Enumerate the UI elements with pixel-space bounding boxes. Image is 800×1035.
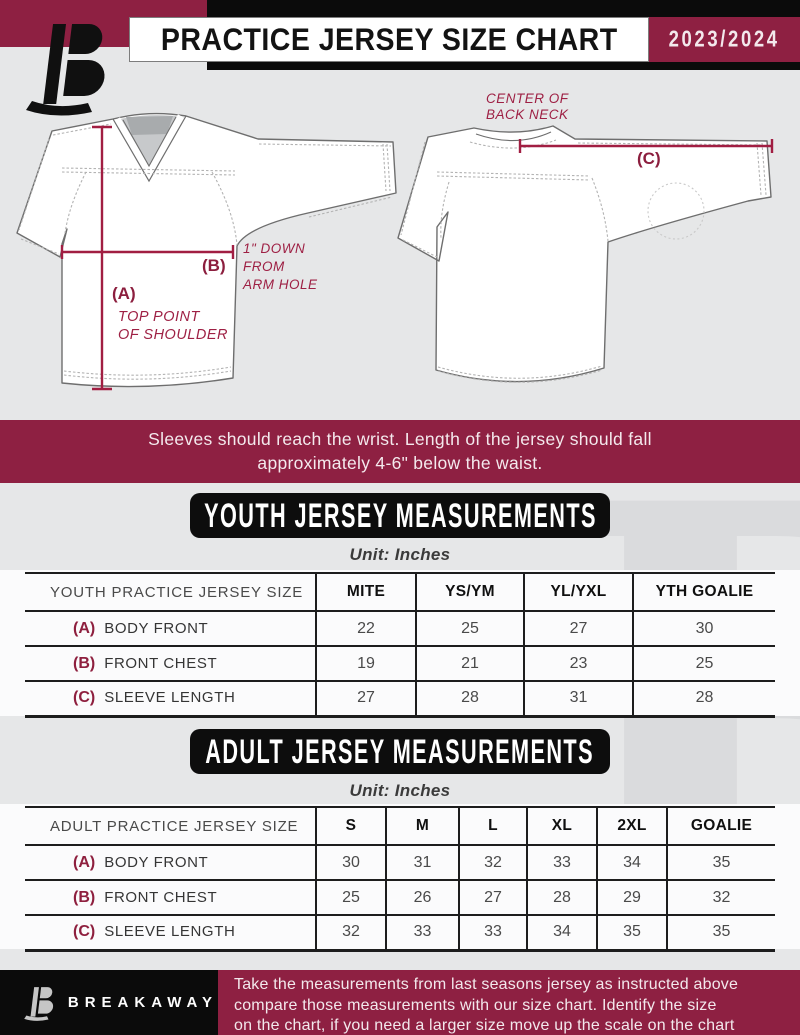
row-name: BODY FRONT [104,853,209,871]
front-jersey-drawing [17,114,396,389]
cell-value: 33 [527,845,597,880]
row-label [25,880,316,915]
row-name: FRONT CHEST [104,654,218,672]
breakaway-logo-icon [20,16,112,118]
youth-col-goalie: YTH GOALIE [633,573,775,611]
cell-value: 19 [316,646,416,681]
adult-col-m: M [386,807,459,845]
front-b-caption-1: 1" DOWN [243,241,306,256]
cell-value: 27 [459,880,527,915]
row-label [25,845,316,880]
youth-col-mite: MITE [316,573,416,611]
footer-gap-strip [0,949,800,970]
youth-row-front-chest [25,646,775,681]
row-name: FRONT CHEST [104,888,218,906]
adult-col-goalie: GOALIE [667,807,775,845]
page-title-bar [129,17,649,62]
footer-note-line-2: compare those measurements with our size chart. Identify the size [234,996,717,1014]
cell-value: 34 [527,915,597,950]
back-c-caption-2: BACK NECK [486,107,569,122]
cell-value: 35 [667,915,775,950]
adult-col-s: S [316,807,386,845]
youth-section-banner [190,493,610,538]
front-a-caption-1: TOP POINT [118,309,200,325]
cell-value: 25 [316,880,386,915]
footer-brand-block [0,970,218,1035]
youth-col-ylyxl: YL/YXL [524,573,633,611]
back-jersey-drawing [398,91,772,382]
adult-row-body-front [25,845,775,880]
cell-value: 32 [667,880,775,915]
front-a-label: (A) [112,284,136,303]
row-key: (C) [73,923,96,941]
row-key: (C) [73,689,96,707]
adult-banner-label: ADULT JERSEY MEASUREMENTS [205,731,595,771]
row-label [25,681,316,716]
front-a-caption-2: OF SHOULDER [118,327,228,343]
back-c-label: (C) [637,149,661,168]
cell-value: 21 [416,646,524,681]
adult-unit-label: Unit: Inches [349,781,451,800]
front-b-caption-2: FROM [243,259,285,274]
youth-row-body-front [25,611,775,646]
cell-value: 31 [524,681,633,716]
cell-value: 32 [316,915,386,950]
cell-value: 33 [459,915,527,950]
youth-row-sleeve-length [25,681,775,716]
cell-value: 29 [597,880,667,915]
fit-notice-banner [0,420,800,483]
cell-value: 31 [386,845,459,880]
adult-size-table [25,806,775,952]
row-name: BODY FRONT [104,619,209,637]
row-key: (A) [73,619,96,637]
adult-table-header-row [25,807,775,845]
youth-table-title-cell: YOUTH PRACTICE JERSEY SIZE [25,573,316,611]
footer-instructions [218,970,800,1035]
cell-value: 25 [416,611,524,646]
front-b-caption-3: ARM HOLE [243,277,318,292]
cell-value: 28 [416,681,524,716]
row-name: SLEEVE LENGTH [104,689,236,707]
cell-value: 34 [597,845,667,880]
adult-row-front-chest [25,880,775,915]
row-key: (B) [73,888,96,906]
cell-value: 25 [633,646,775,681]
cell-value: 23 [524,646,633,681]
cell-value: 35 [667,845,775,880]
youth-col-ysym: YS/YM [416,573,524,611]
cell-value: 22 [316,611,416,646]
season-badge [649,17,800,62]
cell-value: 33 [386,915,459,950]
season-label: 2023/2024 [668,26,781,52]
cell-value: 28 [633,681,775,716]
page-title: PRACTICE JERSEY SIZE CHART [160,21,618,57]
cell-value: 35 [597,915,667,950]
youth-unit-label: Unit: Inches [349,545,451,564]
back-c-caption-1: CENTER OF [486,91,569,106]
adult-col-l: L [459,807,527,845]
breakaway-footer-logo-icon [22,981,56,1025]
footer-note-line-1: Take the measurements from last seasons jersey as instructed above [234,976,739,993]
fit-notice-line-1: Sleeves should reach the wrist. Length of the jersey should fall [148,429,652,449]
youth-banner-label: YOUTH JERSEY MEASUREMENTS [203,495,597,535]
adult-section-banner [190,729,610,774]
cell-value: 30 [633,611,775,646]
adult-row-sleeve-length [25,915,775,950]
row-label [25,646,316,681]
adult-col-xl: XL [527,807,597,845]
footer-brand-name: BREAKAWAY [67,994,218,1011]
row-key: (B) [73,654,96,672]
cell-value: 27 [524,611,633,646]
cell-value: 28 [527,880,597,915]
cell-value: 27 [316,681,416,716]
front-b-label: (B) [202,256,226,275]
row-name: SLEEVE LENGTH [104,923,236,941]
row-label [25,611,316,646]
cell-value: 32 [459,845,527,880]
fit-notice-line-2: approximately 4-6" below the waist. [257,453,543,473]
adult-table-title-cell: ADULT PRACTICE JERSEY SIZE [25,807,316,845]
cell-value: 26 [386,880,459,915]
youth-size-table [25,572,775,718]
row-label [25,915,316,950]
cell-value: 30 [316,845,386,880]
youth-table-header-row [25,573,775,611]
row-key: (A) [73,853,96,871]
footer-note-line-3: on the chart, if you need a larger size move up the scale on the chart [234,1017,735,1034]
adult-col-2xl: 2XL [597,807,667,845]
